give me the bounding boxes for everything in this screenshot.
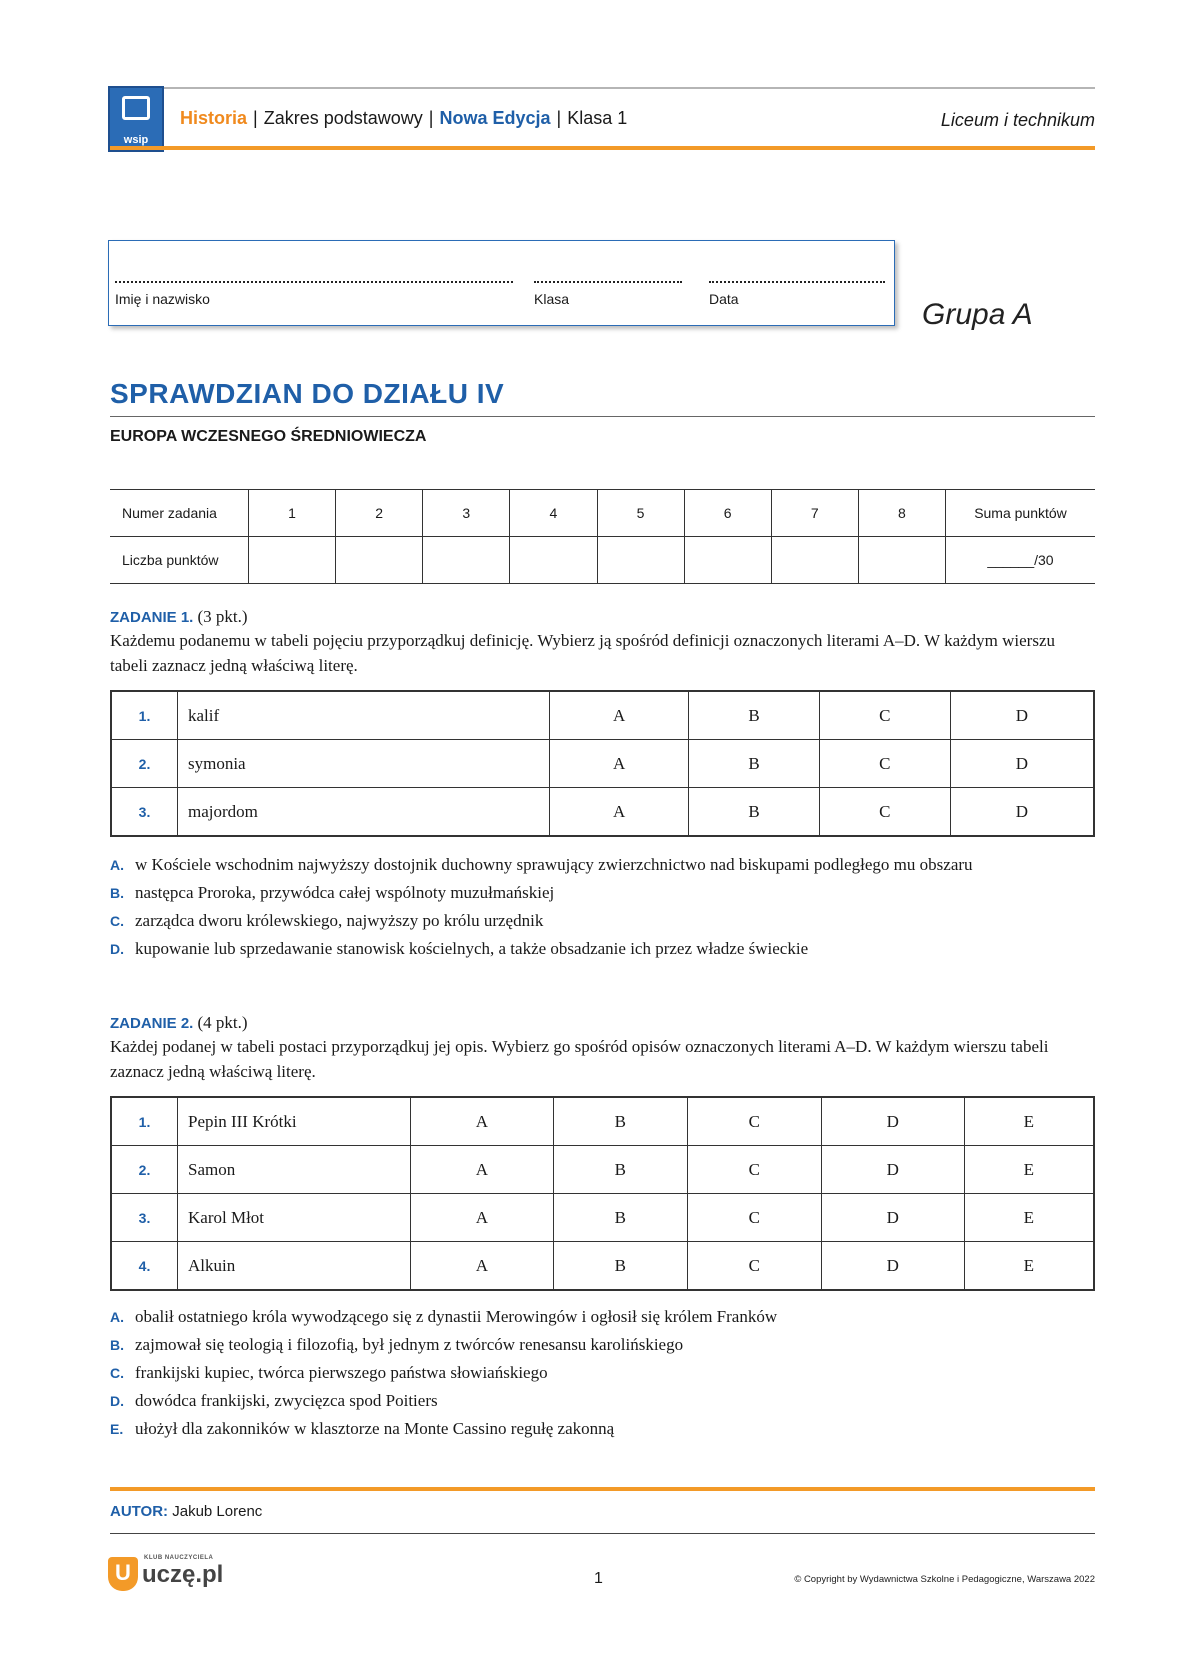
row-number: 1. — [111, 1097, 178, 1146]
option-text: obalił ostatniego króla wywodzącego się z dynastii Merowingów i ogłosił się królem Franków — [135, 1307, 778, 1326]
answer-option[interactable]: C — [819, 788, 950, 837]
answer-option[interactable]: C — [687, 1097, 821, 1146]
task-number: 1 — [249, 490, 336, 537]
book-icon — [122, 96, 150, 120]
row-term: symonia — [178, 740, 550, 788]
points-cell[interactable] — [510, 537, 597, 584]
task-number: 4 — [510, 490, 597, 537]
class-label: Klasa 1 — [567, 108, 628, 128]
group-label: Grupa A — [922, 298, 1033, 331]
answer-option[interactable]: A — [411, 1097, 554, 1146]
answer-option[interactable]: B — [553, 1097, 687, 1146]
ucze-logo-mark: U — [108, 1557, 138, 1591]
table-row — [111, 740, 1094, 788]
score-points-row — [110, 537, 1095, 584]
list-item — [110, 881, 1095, 905]
list-item — [110, 937, 1095, 961]
task1-label: ZADANIE 1. — [110, 609, 194, 626]
author-line — [110, 1503, 262, 1520]
answer-option[interactable]: C — [687, 1194, 821, 1242]
row-number: 3. — [111, 788, 178, 837]
option-letter: D. — [110, 941, 124, 957]
answer-option[interactable]: C — [687, 1146, 821, 1194]
option-text: ułożył dla zakonników w klasztorze na Monte Cassino regułę zakonną — [135, 1419, 615, 1438]
answer-option[interactable]: B — [553, 1194, 687, 1242]
row-number: 2. — [111, 740, 178, 788]
class-field[interactable] — [534, 281, 682, 283]
task1-instruction: Każdemu podanemu w tabeli pojęciu przyporządkuj definicję. Wybierz ją spośród definicji oznaczonych literami A–D. W każdym wierszu tabeli zaznacz jedną właściwą literę. — [110, 631, 1055, 675]
points-cell[interactable] — [684, 537, 771, 584]
name-field[interactable] — [115, 281, 513, 283]
table-row — [111, 691, 1094, 740]
table-row — [111, 1242, 1094, 1291]
task-number: 3 — [423, 490, 510, 537]
task1-heading — [110, 607, 248, 627]
answer-option[interactable]: B — [689, 691, 820, 740]
ucze-logo-small: KLUB NAUCZYCIELA — [144, 1555, 214, 1561]
option-text: frankijski kupiec, twórca pierwszego państwa słowiańskiego — [135, 1363, 548, 1382]
task2-options — [110, 1305, 1095, 1445]
edition-label: Nowa Edycja — [439, 108, 551, 128]
answer-option[interactable]: A — [550, 740, 689, 788]
option-text: zarządca dworu królewskiego, najwyższy po królu urzędnik — [135, 911, 544, 930]
name-label: Imię i nazwisko — [115, 291, 210, 307]
table-row — [111, 788, 1094, 837]
page-title: SPRAWDZIAN DO DZIAŁU IV — [110, 378, 505, 409]
row-number: 4. — [111, 1242, 178, 1291]
answer-option[interactable]: D — [821, 1146, 964, 1194]
points-cell[interactable] — [771, 537, 858, 584]
answer-option[interactable]: B — [553, 1242, 687, 1291]
task2-points: (4 pkt.) — [197, 1013, 248, 1032]
row-term: Pepin III Krótki — [178, 1097, 411, 1146]
option-letter: B. — [110, 1337, 124, 1353]
list-item — [110, 1305, 1095, 1329]
option-letter: D. — [110, 1393, 124, 1409]
score-header-row — [110, 490, 1095, 537]
points-cell[interactable] — [336, 537, 423, 584]
points-cell[interactable] — [423, 537, 510, 584]
option-text: kupowanie lub sprzedawanie stanowisk kościelnych, a także obsadzanie ich przez władze świeckie — [135, 939, 809, 958]
answer-option[interactable]: A — [550, 691, 689, 740]
footer-rule — [110, 1533, 1095, 1534]
student-info-box — [108, 240, 895, 326]
answer-option[interactable]: E — [964, 1194, 1094, 1242]
row-term: Samon — [178, 1146, 411, 1194]
task-number: 5 — [597, 490, 684, 537]
list-item — [110, 1389, 1095, 1413]
answer-option[interactable]: E — [964, 1097, 1094, 1146]
sum-value: ______/30 — [946, 537, 1096, 584]
page-number: 1 — [594, 1570, 603, 1587]
ucze-logo-text: uczę.pl — [142, 1561, 224, 1588]
table-row — [111, 1194, 1094, 1242]
task1-answer-table — [110, 690, 1095, 837]
option-text: następca Proroka, przywódca całej wspólnoty muzułmańskiej — [135, 883, 555, 902]
task2-heading — [110, 1013, 248, 1033]
option-letter: B. — [110, 885, 124, 901]
row-term: kalif — [178, 691, 550, 740]
row-term: Alkuin — [178, 1242, 411, 1291]
answer-option[interactable]: D — [950, 740, 1094, 788]
subject-label: Historia — [180, 108, 248, 128]
title-rule — [110, 416, 1095, 417]
option-text: w Kościele wschodnim najwyższy dostojnik duchowny sprawujący zwierzchnictwo nad biskupami podległego mu obszaru — [135, 855, 973, 874]
points-cell[interactable] — [597, 537, 684, 584]
answer-option[interactable]: B — [689, 788, 820, 837]
option-letter: C. — [110, 1365, 124, 1381]
task-number: 6 — [684, 490, 771, 537]
task1-options — [110, 853, 1095, 965]
list-item — [110, 909, 1095, 933]
answer-option[interactable]: B — [689, 740, 820, 788]
task-number-label: Numer zadania — [110, 490, 249, 537]
list-item — [110, 1417, 1095, 1441]
ucze-logo — [108, 1553, 248, 1593]
school-type: Liceum i technikum — [940, 110, 1095, 130]
task-number: 8 — [858, 490, 945, 537]
row-term: Karol Młot — [178, 1194, 411, 1242]
page-subtitle: EUROPA WCZESNEGO ŚREDNIOWIECZA — [110, 428, 427, 445]
answer-option[interactable]: D — [821, 1242, 964, 1291]
answer-option[interactable]: D — [821, 1194, 964, 1242]
task2-label: ZADANIE 2. — [110, 1015, 194, 1032]
points-cell[interactable] — [249, 537, 336, 584]
header-breadcrumb: Historia | Zakres podstawowy | Nowa Edycja | Klasa 1 — [180, 108, 628, 128]
task1-points: (3 pkt.) — [197, 607, 248, 626]
copyright: © Copyright by Wydawnictwa Szkolne i Pedagogiczne, Warszawa 2022 — [794, 1574, 1095, 1585]
row-number: 2. — [111, 1146, 178, 1194]
answer-option[interactable]: B — [553, 1146, 687, 1194]
answer-option[interactable]: D — [821, 1097, 964, 1146]
answer-option[interactable]: E — [964, 1146, 1094, 1194]
list-item — [110, 1333, 1095, 1357]
answer-option[interactable]: C — [819, 740, 950, 788]
row-number: 1. — [111, 691, 178, 740]
date-field[interactable] — [709, 281, 885, 283]
answer-option[interactable]: C — [687, 1242, 821, 1291]
header-top-rule — [110, 87, 1095, 89]
answer-option[interactable]: D — [950, 788, 1094, 837]
option-letter: C. — [110, 913, 124, 929]
header-orange-rule — [110, 146, 1095, 150]
option-letter: A. — [110, 857, 124, 873]
option-text: dowódca frankijski, zwycięzca spod Poitiers — [135, 1391, 438, 1410]
answer-option[interactable]: A — [411, 1194, 554, 1242]
points-cell[interactable] — [858, 537, 945, 584]
answer-option[interactable]: A — [411, 1146, 554, 1194]
author-name: Jakub Lorenc — [172, 1503, 263, 1520]
score-table — [110, 489, 1095, 584]
list-item — [110, 853, 1095, 877]
answer-option[interactable]: A — [550, 788, 689, 837]
sum-label: Suma punktów — [946, 490, 1096, 537]
row-number: 3. — [111, 1194, 178, 1242]
option-text: zajmował się teologią i filozofią, był jednym z twórców renesansu karolińskiego — [135, 1335, 684, 1354]
option-letter: E. — [110, 1421, 124, 1437]
task-number: 7 — [771, 490, 858, 537]
points-label: Liczba punktów — [110, 537, 249, 584]
answer-option[interactable]: E — [964, 1242, 1094, 1291]
task-number: 2 — [336, 490, 423, 537]
logo-text: wsip — [123, 134, 149, 146]
task2-answer-table — [110, 1096, 1095, 1291]
author-label: AUTOR: — [110, 1503, 169, 1520]
task2-instruction: Każdej podanej w tabeli postaci przyporządkuj jej opis. Wybierz go spośród opisów oznaczonych literami A–D. W każdym wierszu tabeli zaznacz jedną właściwą literę. — [110, 1037, 1049, 1081]
scope-label: Zakres podstawowy — [263, 108, 423, 128]
table-row — [111, 1146, 1094, 1194]
answer-option[interactable]: D — [950, 691, 1094, 740]
row-term: majordom — [178, 788, 550, 837]
table-row — [111, 1097, 1094, 1146]
list-item — [110, 1361, 1095, 1385]
date-label: Data — [709, 291, 739, 307]
wsip-logo — [108, 86, 164, 152]
footer-orange-rule — [110, 1487, 1095, 1491]
option-letter: A. — [110, 1309, 124, 1325]
answer-option[interactable]: C — [819, 691, 950, 740]
class-field-label: Klasa — [534, 291, 570, 307]
answer-option[interactable]: A — [411, 1242, 554, 1291]
